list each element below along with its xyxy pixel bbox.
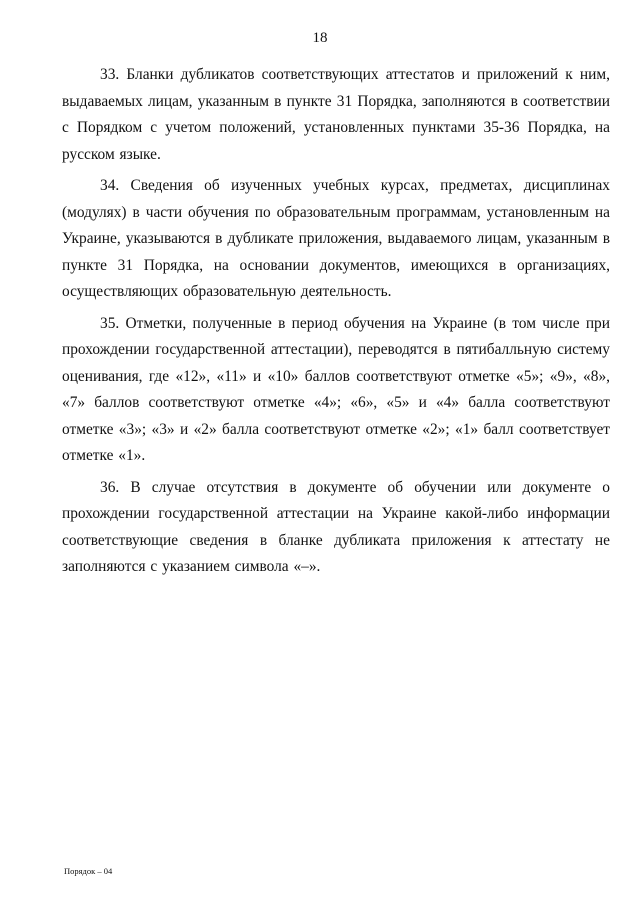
paragraph-33: 33. Бланки дубликатов соответствующих аттестатов и приложений к ним, выдаваемых лицам, указанным в пункте 31 Порядка, заполняются в соответствии с Порядком с учетом положений, установленных пунктами 35-36 Порядка, на русском языке. xyxy=(62,66,610,163)
paragraph-36: 36. В случае отсутствия в документе об обучении или документе о прохождении государственной аттестации на Украине какой-либо информации соответствующие сведения в бланке дубликата приложения к аттестату не заполняются с указанием символа «–». xyxy=(62,478,610,575)
page-number: 18 xyxy=(312,30,328,46)
paragraph-34: 34. Сведения об изученных учебных курсах, предметах, дисциплинах (модулях) в части обучения по образовательным программам, установленным на Украине, указываются в дубликате приложения, выдаваемого лицам, указанным в пункте 31 Порядка, на основании документов, имеющихся в организациях, осуществляющих образовательную деятельность. xyxy=(62,177,610,300)
footer-document-code: Порядок – 04 xyxy=(64,866,113,876)
document-body xyxy=(62,62,610,586)
paragraph-35: 35. Отметки, полученные в период обучения на Украине (в том числе при прохождении государственной аттестации), переводятся в пятибалльную систему оценивания, где «12», «11» и «10» баллов соответствуют отметке «5»; «9», «8», «7» баллов соответствуют отметке «4»; «6», «5» и «4» балла соответствуют отметке «3»; «3» и «2» балла соответствуют отметке «2»; «1» балл соответствует отметке «1». xyxy=(62,314,610,464)
